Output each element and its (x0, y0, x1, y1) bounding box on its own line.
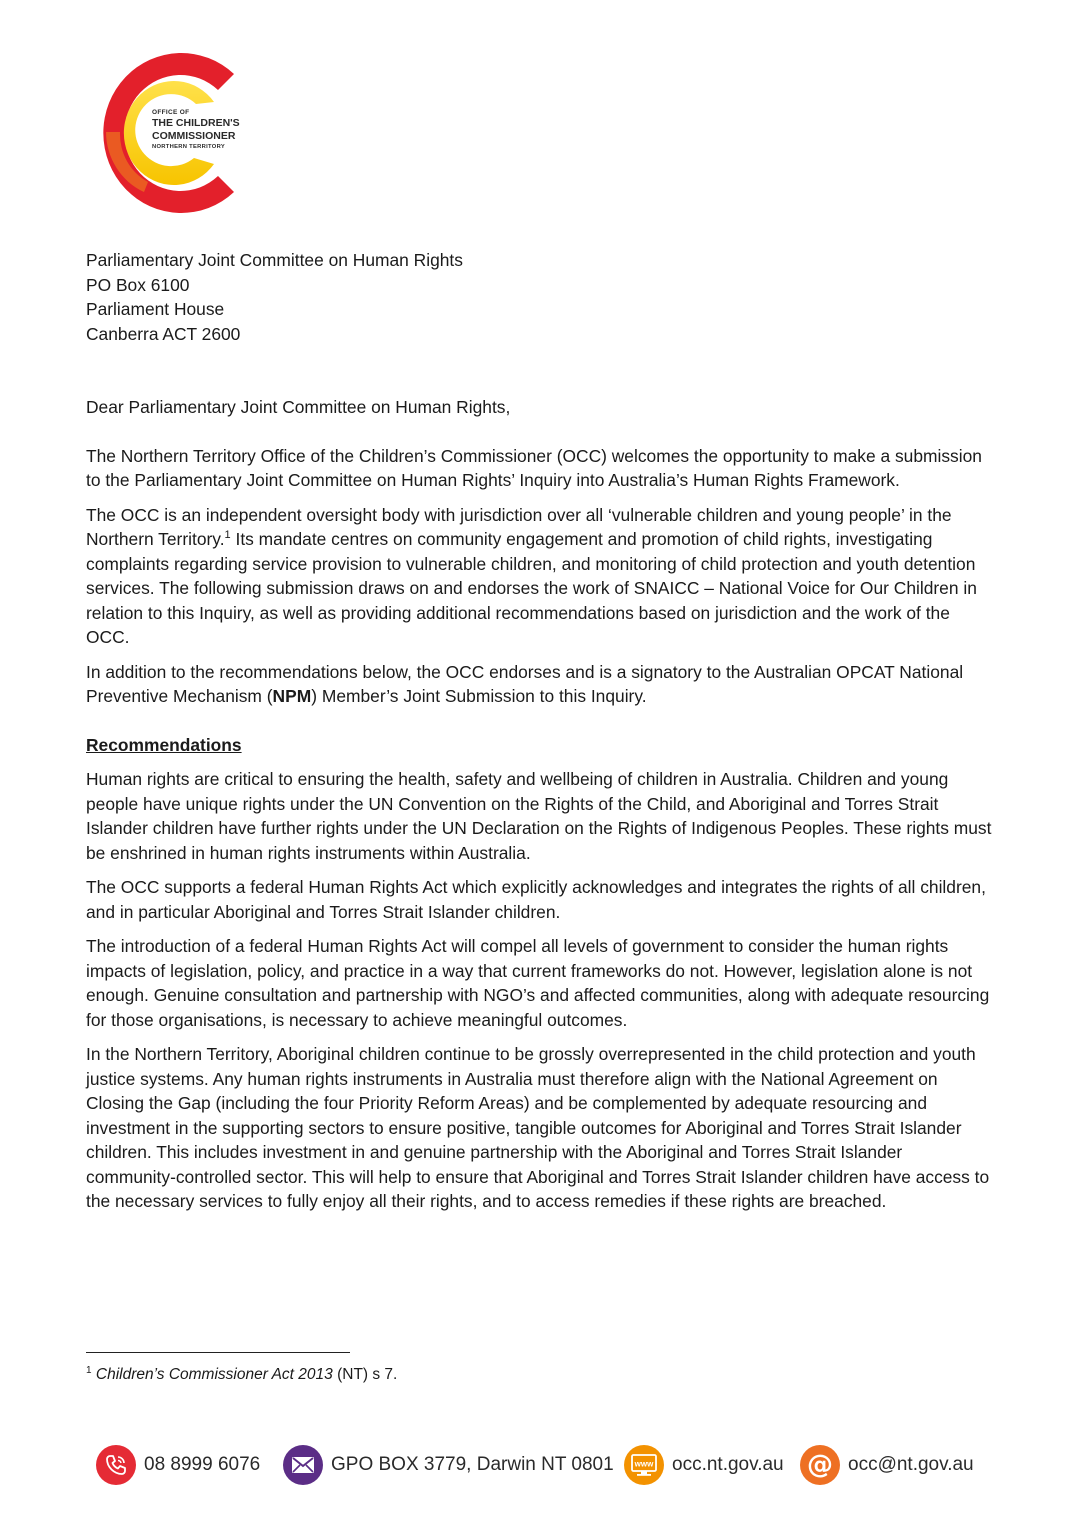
website-icon-text: www (634, 1459, 654, 1469)
recommendation-paragraph: In the Northern Territory, Aboriginal children continue to be grossly overrepresented in the child protection and youth justice systems. Any human rights instruments in Australia must therefore align with the National Agreement on Closing the Gap (including the four Priority Reform Areas) and be complemented by adequate resourcing and investment in the supporting sectors to ensure positive, tangible outcomes for Aboriginal and Torres Strait Islander children. This includes investment in and genuine partnership with the Aboriginal and Torres Strait Islander community-controlled sector. This will help to ensure that Aboriginal and Torres Strait Islander children have access to the necessary services to fully enjoy all their rights, and to access remedies if these rights are breached. (86, 1044, 990, 1211)
logo-text-childrens: THE CHILDREN'S (152, 117, 240, 129)
mandate-text-end: Its mandate centres on community engagement and promotion of child rights, investigating complaints regarding service provision to vulnerable children, and monitoring of child protection and youth detention services. The following submission draws on and endorses the work of SNAICC – National Voice for Our Children in relation to this Inquiry, as well as providing additional recommendations based on jurisdiction and the work of the OCC. (86, 529, 977, 647)
address-line-po-box: PO Box 6100 (86, 274, 190, 295)
contact-website[interactable] (624, 1443, 784, 1487)
opcat-paragraph (86, 660, 996, 709)
footnote-number: 1 (86, 1365, 92, 1376)
website-icon (624, 1445, 664, 1485)
salutation: Dear Parliamentary Joint Committee on Human Rights, (86, 397, 511, 417)
footnote-act-title: Children’s Commissioner Act 2013 (95, 1366, 333, 1383)
at-sign-icon (800, 1445, 840, 1485)
footnote-citation: (NT) s 7. (332, 1366, 398, 1383)
opcat-text-end: ) Member’s Joint Submission to this Inquiry. (311, 686, 647, 706)
intro-paragraph: The Northern Territory Office of the Children’s Commissioner (OCC) welcomes the opportunity to make a submission to the Parliamentary Joint Committee on Human Rights’ Inquiry into Australia’s Human Rights Framework. (86, 445, 982, 490)
logo-text-northern-territory: NORTHERN TERRITORY (152, 144, 226, 150)
address-line-city: Canberra ACT 2600 (86, 323, 241, 344)
website-url: occ.nt.gov.au (672, 1454, 784, 1475)
npm-abbreviation: NPM (272, 686, 312, 706)
contact-email[interactable] (800, 1443, 974, 1487)
recommendation-paragraph: Human rights are critical to ensuring the health, safety and wellbeing of children in Australia. Children and young people have unique rights under the UN Convention on the Rights of the Child, and Aboriginal and Torres Strait Islander children have further rights under the UN Declaration on the Rights of Indigenous Peoples. These rights must be enshrined in human rights instruments within Australia. (86, 769, 992, 863)
phone-icon (96, 1445, 136, 1485)
footnote-reference[interactable]: 1 (224, 529, 231, 541)
recommendations-heading: Recommendations (86, 734, 242, 755)
logo-text-office-of: OFFICE OF (152, 109, 190, 116)
mandate-text-start: The OCC is an independent oversight body with jurisdiction over all ‘vulnerable children and young people’ in the Northern Territory. (86, 504, 952, 549)
at-sign-glyph: @ (807, 1450, 833, 1480)
contact-footer (96, 1443, 996, 1487)
letter-body (86, 248, 996, 1224)
footnote (86, 1364, 397, 1386)
recipient-address (86, 248, 996, 346)
mandate-paragraph (86, 503, 996, 650)
envelope-icon (283, 1445, 323, 1485)
logo-wordmark (152, 108, 272, 152)
opcat-text-start: In addition to the recommendations below, the OCC endorses and is a signatory to the Australian OPCAT National Preventive Mechanism ( (86, 661, 964, 706)
address-line-parliament-house: Parliament House (86, 299, 225, 319)
occ-logo (84, 42, 254, 222)
recommendation-paragraph: The OCC supports a federal Human Rights Act which explicitly acknowledges and integrates the rights of all children, and in particular Aboriginal and Torres Strait Islander children. (86, 877, 986, 922)
contact-post[interactable] (283, 1443, 614, 1487)
address-line-committee: Parliamentary Joint Committee on Human Rights (86, 250, 463, 270)
footnote-separator (86, 1352, 350, 1353)
phone-number: 08 8999 6076 (144, 1454, 261, 1475)
recommendation-paragraph: The introduction of a federal Human Rights Act will compel all levels of government to consider the human rights impacts of legislation, policy, and practice in a way that current frameworks do not. However, legislation alone is not enough. Genuine consultation and partnership with NGO’s and affected communities, along with adequate resourcing for those organisations, is necessary to achieve meaningful outcomes. (86, 936, 990, 1030)
email-address: occ@nt.gov.au (848, 1454, 974, 1475)
postal-address: GPO BOX 3779, Darwin NT 0801 (331, 1454, 614, 1475)
logo-text-commissioner: COMMISSIONER (152, 130, 236, 142)
contact-phone[interactable] (96, 1443, 260, 1487)
